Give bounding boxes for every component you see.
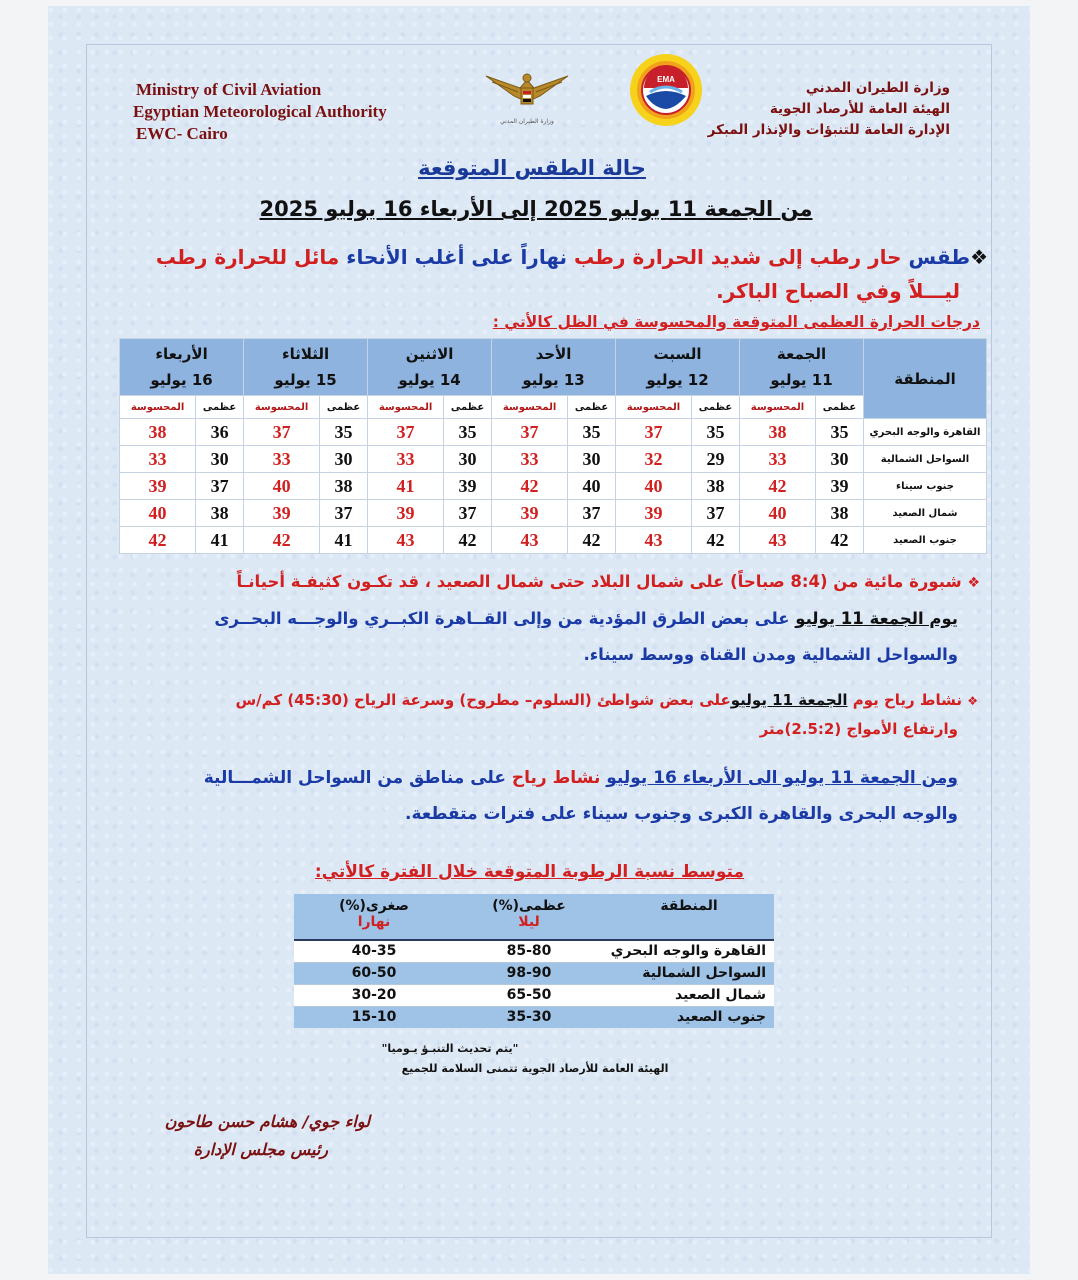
max-temp: 42 [815,527,863,554]
header-ar-line-1: وزارة الطيران المدني [805,80,950,96]
feels-label: المحسوسة [244,396,320,419]
feels-temp: 42 [120,527,196,554]
summary-paragraph [112,240,988,308]
max-label: عظمى [196,396,244,419]
wind-period-line-1 [112,760,988,796]
summary-line-2: ليـــلاً وفي الصباح الباكر. [716,279,960,303]
header-ar-line-2: الهيئة العامة للأرصاد الجوية [769,101,950,117]
page-title: حالة الطقس المتوقعة [418,156,646,180]
region-name: القاهرة والوجه البحري [864,419,987,446]
max-temp: 39 [444,473,492,500]
ema-sun-logo-icon [628,52,704,128]
summary-seg-2: حار رطب إلى شديد الحرارة رطب [567,245,902,269]
feels-temp: 40 [616,473,692,500]
max-temp: 30 [815,446,863,473]
fog-date: يوم الجمعة 11 يوليو [795,609,958,628]
humidity-min: 15-10 [351,1009,397,1026]
signature-name: لواء جوي/ هشام حسن طاحون [164,1112,370,1131]
fog-line-1 [112,564,988,601]
max-temp: 38 [320,473,368,500]
humidity-max: 85-80 [506,943,552,960]
max-temp: 30 [320,446,368,473]
day-header [120,339,244,396]
humidity-header-row [294,894,774,940]
header-english [133,79,387,145]
max-temp: 37 [692,500,740,527]
wind-line-1 [112,686,988,715]
feels-temp: 37 [368,419,444,446]
max-temp: 42 [568,527,616,554]
header-en-line-3: EWC- Cairo [136,124,228,143]
day-name: الأحد [535,345,572,363]
humidity-max-sub: ليلا [518,914,540,930]
temperature-table [119,338,987,554]
temps-heading: درجات الحرارة العظمى المتوقعة والمحسوسة في الظل كالأتي : [492,313,980,331]
humidity-min: 30-20 [351,987,397,1003]
region-name: السواحل الشمالية [864,446,987,473]
page-subtitle: من الجمعة 11 يوليو 2025 إلى الأربعاء 16 يوليو 2025 [259,197,813,221]
max-temp: 35 [320,419,368,446]
humidity-region: القاهرة والوجه البحري [610,943,766,960]
max-temp: 35 [568,419,616,446]
day-name: الجمعة [776,345,827,363]
day-name: السبت [653,345,702,363]
feels-temp: 37 [492,419,568,446]
header-en-line-2: Egyptian Meteorological Authority [133,102,387,121]
humidity-min: 60-50 [351,965,397,981]
humidity-max: 65-50 [506,987,552,1003]
wind-period-seg-2: نشاط رياح [505,768,607,788]
max-temp: 40 [568,473,616,500]
table-row [294,940,774,962]
emblem-caption: وزارة الطيران المدني [500,118,554,125]
feels-temp: 43 [740,527,816,554]
feels-temp: 37 [244,419,320,446]
wind-seg-2: على بعض شواطئ (السلوم– مطروح) وسرعة الرياح (45:30) كم/س [235,691,731,709]
table-row [120,473,987,500]
feels-temp: 37 [616,419,692,446]
wish-note: الهيئة العامة للأرصاد الجوية تتمنى السلامة للجميع [401,1062,669,1075]
humidity-min-sub: نهارا [357,914,391,930]
max-temp: 37 [444,500,492,527]
temps-region-header: المنطقة [864,339,987,419]
day-date: 11 يوليو [770,371,833,389]
summary-line-1 [112,240,988,274]
humidity-region-header: المنطقة [660,898,718,914]
feels-temp: 32 [616,446,692,473]
feels-temp: 42 [244,527,320,554]
fog-line-3: والسواحل الشمالية ومدن القناة ووسط سيناء. [583,645,958,664]
day-header [740,339,864,396]
feels-label: المحسوسة [492,396,568,419]
bullet-icon: ❖ [967,575,980,591]
region-name: شمال الصعيد [864,500,987,527]
feels-temp: 43 [492,527,568,554]
max-label: عظمى [444,396,492,419]
humidity-min-header [294,894,454,940]
feels-temp: 33 [244,446,320,473]
humidity-region: جنوب الصعيد [676,1009,766,1026]
feels-temp: 38 [740,419,816,446]
feels-label: المحسوسة [740,396,816,419]
wind-period-seg-3: على مناطق من السواحل الشمـــالية [203,768,506,788]
humidity-table [294,894,774,1028]
humidity-heading: متوسط نسبة الرطوبة المتوقعة خلال الفترة كالأتي: [314,862,744,882]
day-date: 14 يوليو [398,371,461,389]
max-temp: 30 [568,446,616,473]
max-temp: 42 [444,527,492,554]
eagle-emblem-icon [484,66,570,126]
max-temp: 37 [320,500,368,527]
feels-temp: 40 [244,473,320,500]
header-en-line-1: Ministry of Civil Aviation [136,80,322,99]
day-header [616,339,740,396]
table-row [294,1006,774,1028]
humidity-min-label: صغرى(%) [339,898,409,914]
feels-temp: 38 [120,419,196,446]
temps-header-row [120,339,987,396]
day-name: الثلاثاء [281,345,330,363]
fog-seg-2: قد تكـون كثيفـة أحيانـاً [236,572,420,591]
logo-text: EMA [657,75,675,84]
wind-period-seg-1: ومن الجمعة 11 يوليو الى الأربعاء 16 يوليو [606,768,958,788]
table-row [120,419,987,446]
feels-temp: 39 [616,500,692,527]
summary-seg-4: مائل للحرارة رطب [155,245,340,269]
temps-subheader-row [120,396,987,419]
max-temp: 41 [196,527,244,554]
max-label: عظمى [320,396,368,419]
feels-temp: 43 [368,527,444,554]
feels-temp: 33 [120,446,196,473]
fog-seg-1: شبورة مائية من (8:4 صباحاً) على شمال البلاد حتى شمال الصعيد ، [419,572,962,591]
max-temp: 35 [444,419,492,446]
signature-title: رئيس مجلس الإدارة [193,1140,328,1159]
max-temp: 30 [196,446,244,473]
max-temp: 35 [815,419,863,446]
max-label: عظمى [815,396,863,419]
table-row [294,984,774,1006]
max-label: عظمى [692,396,740,419]
feels-temp: 33 [492,446,568,473]
max-temp: 42 [692,527,740,554]
wind-line-2: وارتفاع الأمواج (2.5:2)متر [759,720,958,738]
max-temp: 29 [692,446,740,473]
feels-label: المحسوسة [120,396,196,419]
fog-paragraph [112,564,988,673]
header-ar-line-3: الإدارة العامة للتنبؤات والإنذار المبكر [707,122,950,138]
max-temp: 37 [568,500,616,527]
table-row [120,527,987,554]
day-header [244,339,368,396]
table-row [294,962,774,984]
max-temp: 38 [196,500,244,527]
feels-temp: 39 [368,500,444,527]
max-temp: 39 [815,473,863,500]
day-date: 13 يوليو [522,371,585,389]
feels-temp: 43 [616,527,692,554]
day-name: الأربعاء [155,345,208,363]
feels-temp: 41 [368,473,444,500]
feels-label: المحسوسة [368,396,444,419]
feels-temp: 42 [740,473,816,500]
max-temp: 35 [692,419,740,446]
summary-seg-1: طقس [901,245,971,269]
bullet-icon: ❖ [967,694,978,708]
feels-label: المحسوسة [616,396,692,419]
wind-seg-1: نشاط رياح يوم [847,691,962,709]
humidity-max-label: عظمى(%) [492,898,566,914]
summary-seg-3: نهاراً على أغلب الأنحاء [339,245,568,269]
day-date: 12 يوليو [646,371,709,389]
humidity-max-header [454,894,604,940]
day-date: 16 يوليو [150,371,213,389]
feels-temp: 39 [120,473,196,500]
feels-temp: 40 [740,500,816,527]
humidity-min: 40-35 [351,943,397,960]
feels-temp: 42 [492,473,568,500]
day-header [368,339,492,396]
wind-paragraph [112,686,988,743]
max-temp: 30 [444,446,492,473]
max-temp: 36 [196,419,244,446]
humidity-max: 35-30 [506,1009,552,1026]
humidity-region: السواحل الشمالية [642,965,766,981]
feels-temp: 33 [740,446,816,473]
max-label: عظمى [568,396,616,419]
header-arabic [700,78,950,141]
day-header [492,339,616,396]
day-date: 15 يوليو [274,371,337,389]
humidity-region: شمال الصعيد [675,987,766,1003]
fog-seg-3: على بعض الطرق المؤدية من وإلى القــاهرة الكبــري والوجـــه البحــرى [214,609,796,628]
wind-period-line-2: والوجه البحرى والقاهرة الكبرى وجنوب سيناء على فترات متقطعة. [405,804,958,824]
fog-line-2 [112,601,988,637]
region-name: جنوب الصعيد [864,527,987,554]
wind-period-paragraph [112,760,988,832]
max-temp: 41 [320,527,368,554]
max-temp: 38 [692,473,740,500]
feels-temp: 39 [492,500,568,527]
table-row [120,500,987,527]
wind-date: الجمعة 11 يوليو [730,691,848,709]
feels-temp: 39 [244,500,320,527]
humidity-max: 98-90 [506,965,552,981]
bullet-icon: ❖ [970,245,988,269]
region-name: جنوب سيناء [864,473,987,500]
feels-temp: 33 [368,446,444,473]
max-temp: 37 [196,473,244,500]
feels-temp: 40 [120,500,196,527]
max-temp: 38 [815,500,863,527]
day-name: الاثنين [405,345,454,363]
update-note: "يتم تحديث التنبـؤ يـوميا" [381,1042,519,1055]
table-row [120,446,987,473]
